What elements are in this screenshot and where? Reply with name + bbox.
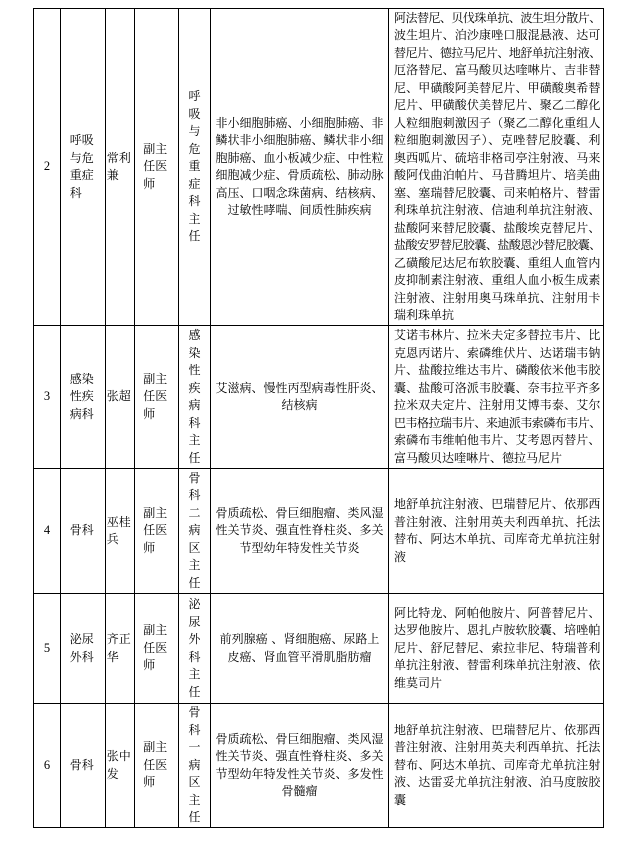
- drug-line: 奥西呱片、硫培非格司亭注射液、马来: [394, 150, 601, 165]
- disease-line: 结核病: [281, 398, 318, 412]
- cell-name: [106, 9, 135, 326]
- position-text: 骨科一病区主任: [188, 705, 201, 825]
- disease-line: 艾滋病、慢性丙型病毒性肝炎、: [215, 380, 384, 395]
- disease-line: 前列腺癌 、肾细胞癌、尿路上: [219, 632, 380, 646]
- cell-department: [61, 9, 106, 326]
- cell-diseases: [211, 326, 389, 469]
- position-text: 泌尿外科主任: [188, 597, 201, 699]
- disease-line: 骨髓瘤: [281, 784, 318, 798]
- cell-drugs: [389, 326, 604, 469]
- disease-line: 节型幼年特发性关节炎: [239, 540, 360, 555]
- drug-line: 阿法替尼、贝伐珠单抗、波生坦分散片、: [394, 10, 601, 25]
- drug-line: 达罗他胺片、恩扎卢胺软胶囊、培唑帕: [394, 623, 601, 638]
- physician-name: 张中发: [106, 749, 131, 781]
- table-row: [34, 704, 604, 828]
- disease-line: 胞肺癌、血小板减少症、中性粒: [215, 150, 384, 165]
- drug-line: 替布、阿达木单抗、司库奇尤单抗注射: [394, 757, 601, 772]
- drug-line: 普注射液、注射用英夫利西单抗、托法: [394, 740, 601, 755]
- row-number: 5: [43, 640, 51, 655]
- disease-line: 节型幼年特发性关节炎、多发性: [215, 766, 384, 781]
- drug-line: 拉米双夫定片、注射用艾博韦泰、艾尔: [394, 398, 601, 412]
- department-text: 感染性疾病科: [69, 371, 94, 421]
- cell-title: [135, 326, 179, 469]
- cell-name: [106, 594, 135, 704]
- cell-position: [179, 326, 211, 469]
- cell-diseases: [211, 594, 389, 704]
- drug-line: 酸阿伐曲泊帕片、马昔腾坦片、培美曲: [394, 168, 601, 182]
- drug-line: 盐酸安罗替尼胶囊、盐酸恩沙替尼胶囊、: [394, 238, 601, 252]
- drug-line: 尼片、甲磺酸伏美替尼片、聚乙二醇化: [394, 98, 601, 112]
- cell-drugs: [389, 9, 604, 326]
- drug-line: 瑞利珠单抗: [394, 308, 455, 322]
- cell-number: [34, 469, 61, 594]
- disease-line: 鳞状非小细胞肺癌、鳞状非小细: [215, 133, 384, 147]
- cell-title: [135, 469, 179, 594]
- drug-line: 粒细胞刺激因子）、克唑替尼胶囊、利: [394, 133, 601, 147]
- cell-number: [34, 594, 61, 704]
- drug-line: 替尼片、德拉马尼片、地舒单抗注射液、: [394, 45, 601, 60]
- physician-title: 副主任医师: [143, 623, 168, 673]
- drug-line: 皮抑制素注射液、重组人血小板生成素: [394, 273, 601, 287]
- cell-number: [34, 326, 61, 469]
- document-page: [33, 8, 603, 828]
- table-row: [34, 9, 604, 326]
- table-body: [34, 9, 604, 828]
- drug-line: 波生坦片、泊沙康唑口服混悬液、达可: [394, 28, 601, 42]
- drug-line: 厄洛替尼、富马酸贝达喹啉片、吉非替: [394, 63, 601, 77]
- drug-line: 地舒单抗注射液、巴瑞替尼片、依那西: [394, 722, 601, 737]
- cell-position: [179, 9, 211, 326]
- drug-line: 普注射液、注射用英夫利西单抗、托法: [394, 514, 601, 529]
- disease-line: 性关节炎、强直性脊柱炎、多关: [215, 749, 384, 763]
- drug-line: 盐酸阿来替尼胶囊、盐酸埃克替尼片、: [394, 220, 601, 235]
- cell-drugs: [389, 469, 604, 594]
- drug-line: 地舒单抗注射液、巴瑞替尼片、依那西: [394, 497, 601, 511]
- cell-department: [61, 326, 106, 469]
- row-number: 3: [43, 389, 51, 404]
- drug-line: 塞、塞瑞替尼胶囊、司来帕格片、替雷: [394, 185, 601, 200]
- disease-line: 过敏性哮喘、间质性肺疾病: [227, 203, 372, 217]
- table-row: [34, 594, 604, 704]
- drug-line: 液: [394, 549, 407, 564]
- physician-title: 副主任医师: [143, 505, 168, 555]
- cell-number: [34, 704, 61, 828]
- disease-line: 皮癌、肾血管平滑肌脂肪瘤: [227, 649, 372, 664]
- cell-name: [106, 469, 135, 594]
- disease-line: 骨质疏松、骨巨细胞瘤、类风湿: [215, 505, 384, 520]
- cell-title: [135, 594, 179, 704]
- cell-position: [179, 469, 211, 594]
- cell-diseases: [211, 469, 389, 594]
- cell-department: [61, 469, 106, 594]
- cell-title: [135, 9, 179, 326]
- position-text: 骨科二病区主任: [188, 470, 201, 590]
- disease-line: 骨质疏松、骨巨细胞瘤、类风湿: [215, 731, 384, 746]
- drug-line: 尼片、舒尼替尼、索拉非尼、特瑞普利: [394, 640, 601, 655]
- drug-line: 巴韦格拉瑞韦片、来迪派韦索磷布韦片、: [394, 415, 601, 430]
- drug-line: 注射液、注射用奥马珠单抗、注射用卡: [394, 290, 601, 305]
- physician-drug-table: [33, 8, 604, 828]
- drug-line: 囊: [394, 792, 407, 807]
- position-text: 呼吸与危重症科主任: [188, 89, 201, 244]
- physician-name: 张超: [106, 389, 131, 404]
- table-row: [34, 469, 604, 594]
- row-number: 2: [43, 159, 51, 174]
- drug-line: 乙磺酸尼达尼布软胶囊、重组人血管内: [394, 255, 601, 270]
- cell-name: [106, 326, 135, 469]
- physician-title: 副主任医师: [143, 371, 168, 421]
- drug-line: 液、达雷妥尤单抗注射液、泊马度胺胶: [394, 775, 601, 790]
- department-text: 呼吸与危重症科: [69, 133, 94, 200]
- row-number: 6: [43, 757, 51, 772]
- cell-drugs: [389, 594, 604, 704]
- drug-line: 克恩丙诺片、索磷维伏片、达诺瑞韦钠: [394, 345, 601, 360]
- department-text: 泌尿外科: [69, 632, 94, 664]
- disease-line: 高压、口咽念珠菌病、结核病、: [215, 185, 384, 200]
- physician-title: 副主任医师: [143, 141, 168, 191]
- cell-title: [135, 704, 179, 828]
- cell-drugs: [389, 704, 604, 828]
- disease-line: 性关节炎、强直性脊柱炎、多关: [215, 523, 384, 538]
- disease-line: 非小细胞肺癌、小细胞肺癌、非: [215, 115, 384, 130]
- table-row: [34, 326, 604, 469]
- physician-title: 副主任医师: [143, 740, 168, 790]
- cell-name: [106, 704, 135, 828]
- physician-name: 齐正华: [106, 632, 131, 664]
- department-text: 骨科: [69, 757, 94, 772]
- drug-line: 囊、盐酸可洛派韦胶囊、奈韦拉平齐多: [394, 380, 601, 395]
- drug-line: 富马酸贝达喹啉片、德拉马尼片: [394, 450, 563, 465]
- drug-line: 利珠单抗注射液、信迪利单抗注射液、: [394, 203, 601, 217]
- drug-line: 替布、阿达木单抗、司库奇尤单抗注射: [394, 532, 601, 546]
- drug-line: 片、盐酸拉维达韦片、磷酸依米他韦胶: [394, 363, 601, 377]
- cell-diseases: [211, 9, 389, 326]
- department-text: 骨科: [69, 523, 94, 538]
- cell-position: [179, 704, 211, 828]
- row-number: 4: [43, 523, 51, 538]
- drug-line: 维莫司片: [394, 675, 443, 690]
- drug-line: 阿比特龙、阿帕他胺片、阿普替尼片、: [394, 605, 601, 620]
- drug-line: 索磷布韦维帕他韦片、艾考恩丙替片、: [394, 433, 601, 447]
- physician-name: 常利兼: [106, 150, 131, 182]
- cell-number: [34, 9, 61, 326]
- cell-department: [61, 594, 106, 704]
- drug-line: 单抗注射液、替雷利珠单抗注射液、依: [394, 658, 601, 673]
- drug-line: 人粒细胞刺激因子（聚乙二醇化重组人: [394, 115, 601, 130]
- cell-position: [179, 594, 211, 704]
- drug-line: 艾诺韦林片、拉米夫定多替拉韦片、比: [394, 328, 601, 342]
- cell-department: [61, 704, 106, 828]
- physician-name: 巫桂兵: [106, 514, 131, 546]
- cell-diseases: [211, 704, 389, 828]
- disease-line: 细胞减少症、骨质疏松、肺动脉: [215, 168, 384, 182]
- drug-line: 尼、甲磺酸阿美替尼片、甲磺酸奥希替: [394, 80, 601, 95]
- position-text: 感染性疾病科主任: [188, 328, 201, 465]
